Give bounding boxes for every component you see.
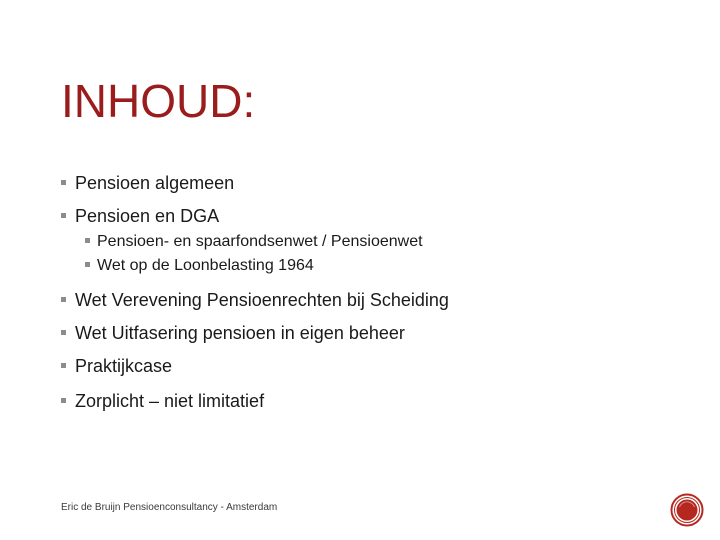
square-bullet-icon [61,363,66,368]
square-bullet-icon [61,297,66,302]
list-item-label: Pensioen en DGA [75,206,220,226]
slide-footer: Eric de Bruijn Pensioenconsultancy - Amsterdam [61,502,278,513]
list-item-label: Wet Uitfasering pensioen in eigen beheer [75,323,405,343]
square-bullet-icon [85,238,90,243]
list-item-pensioen-algemeen [61,171,234,195]
list-item-label: Praktijkcase [75,356,173,376]
list-item-zorgplicht [61,389,264,413]
square-bullet-icon [61,180,66,185]
list-item-label: Zorplicht – niet limitatief [75,391,265,411]
square-bullet-icon [61,398,66,403]
square-bullet-icon [61,213,66,218]
slide-title-text: INHOUD [61,75,243,127]
slide-title [61,74,255,128]
square-bullet-icon [61,330,66,335]
list-item-wet-verevening [61,288,449,312]
circular-logo-icon [670,493,704,527]
sublist-item-pensioenwet [85,232,423,252]
sublist-item-label: Wet op de Loonbelasting 1964 [97,257,314,274]
list-item-pensioen-dga [61,204,219,228]
square-bullet-icon [85,262,90,267]
list-item-wet-uitfasering [61,321,405,345]
slide-title-colon: : [242,75,256,127]
list-item-label: Pensioen algemeen [75,173,235,193]
sublist-item-label: Pensioen- en spaarfondsenwet / Pensioenwet [97,233,423,250]
list-item-praktijkcase [61,354,172,378]
list-item-label: Wet Verevening Pensioenrechten bij Scheiding [75,290,449,310]
sublist-item-loonbelasting [85,256,314,276]
